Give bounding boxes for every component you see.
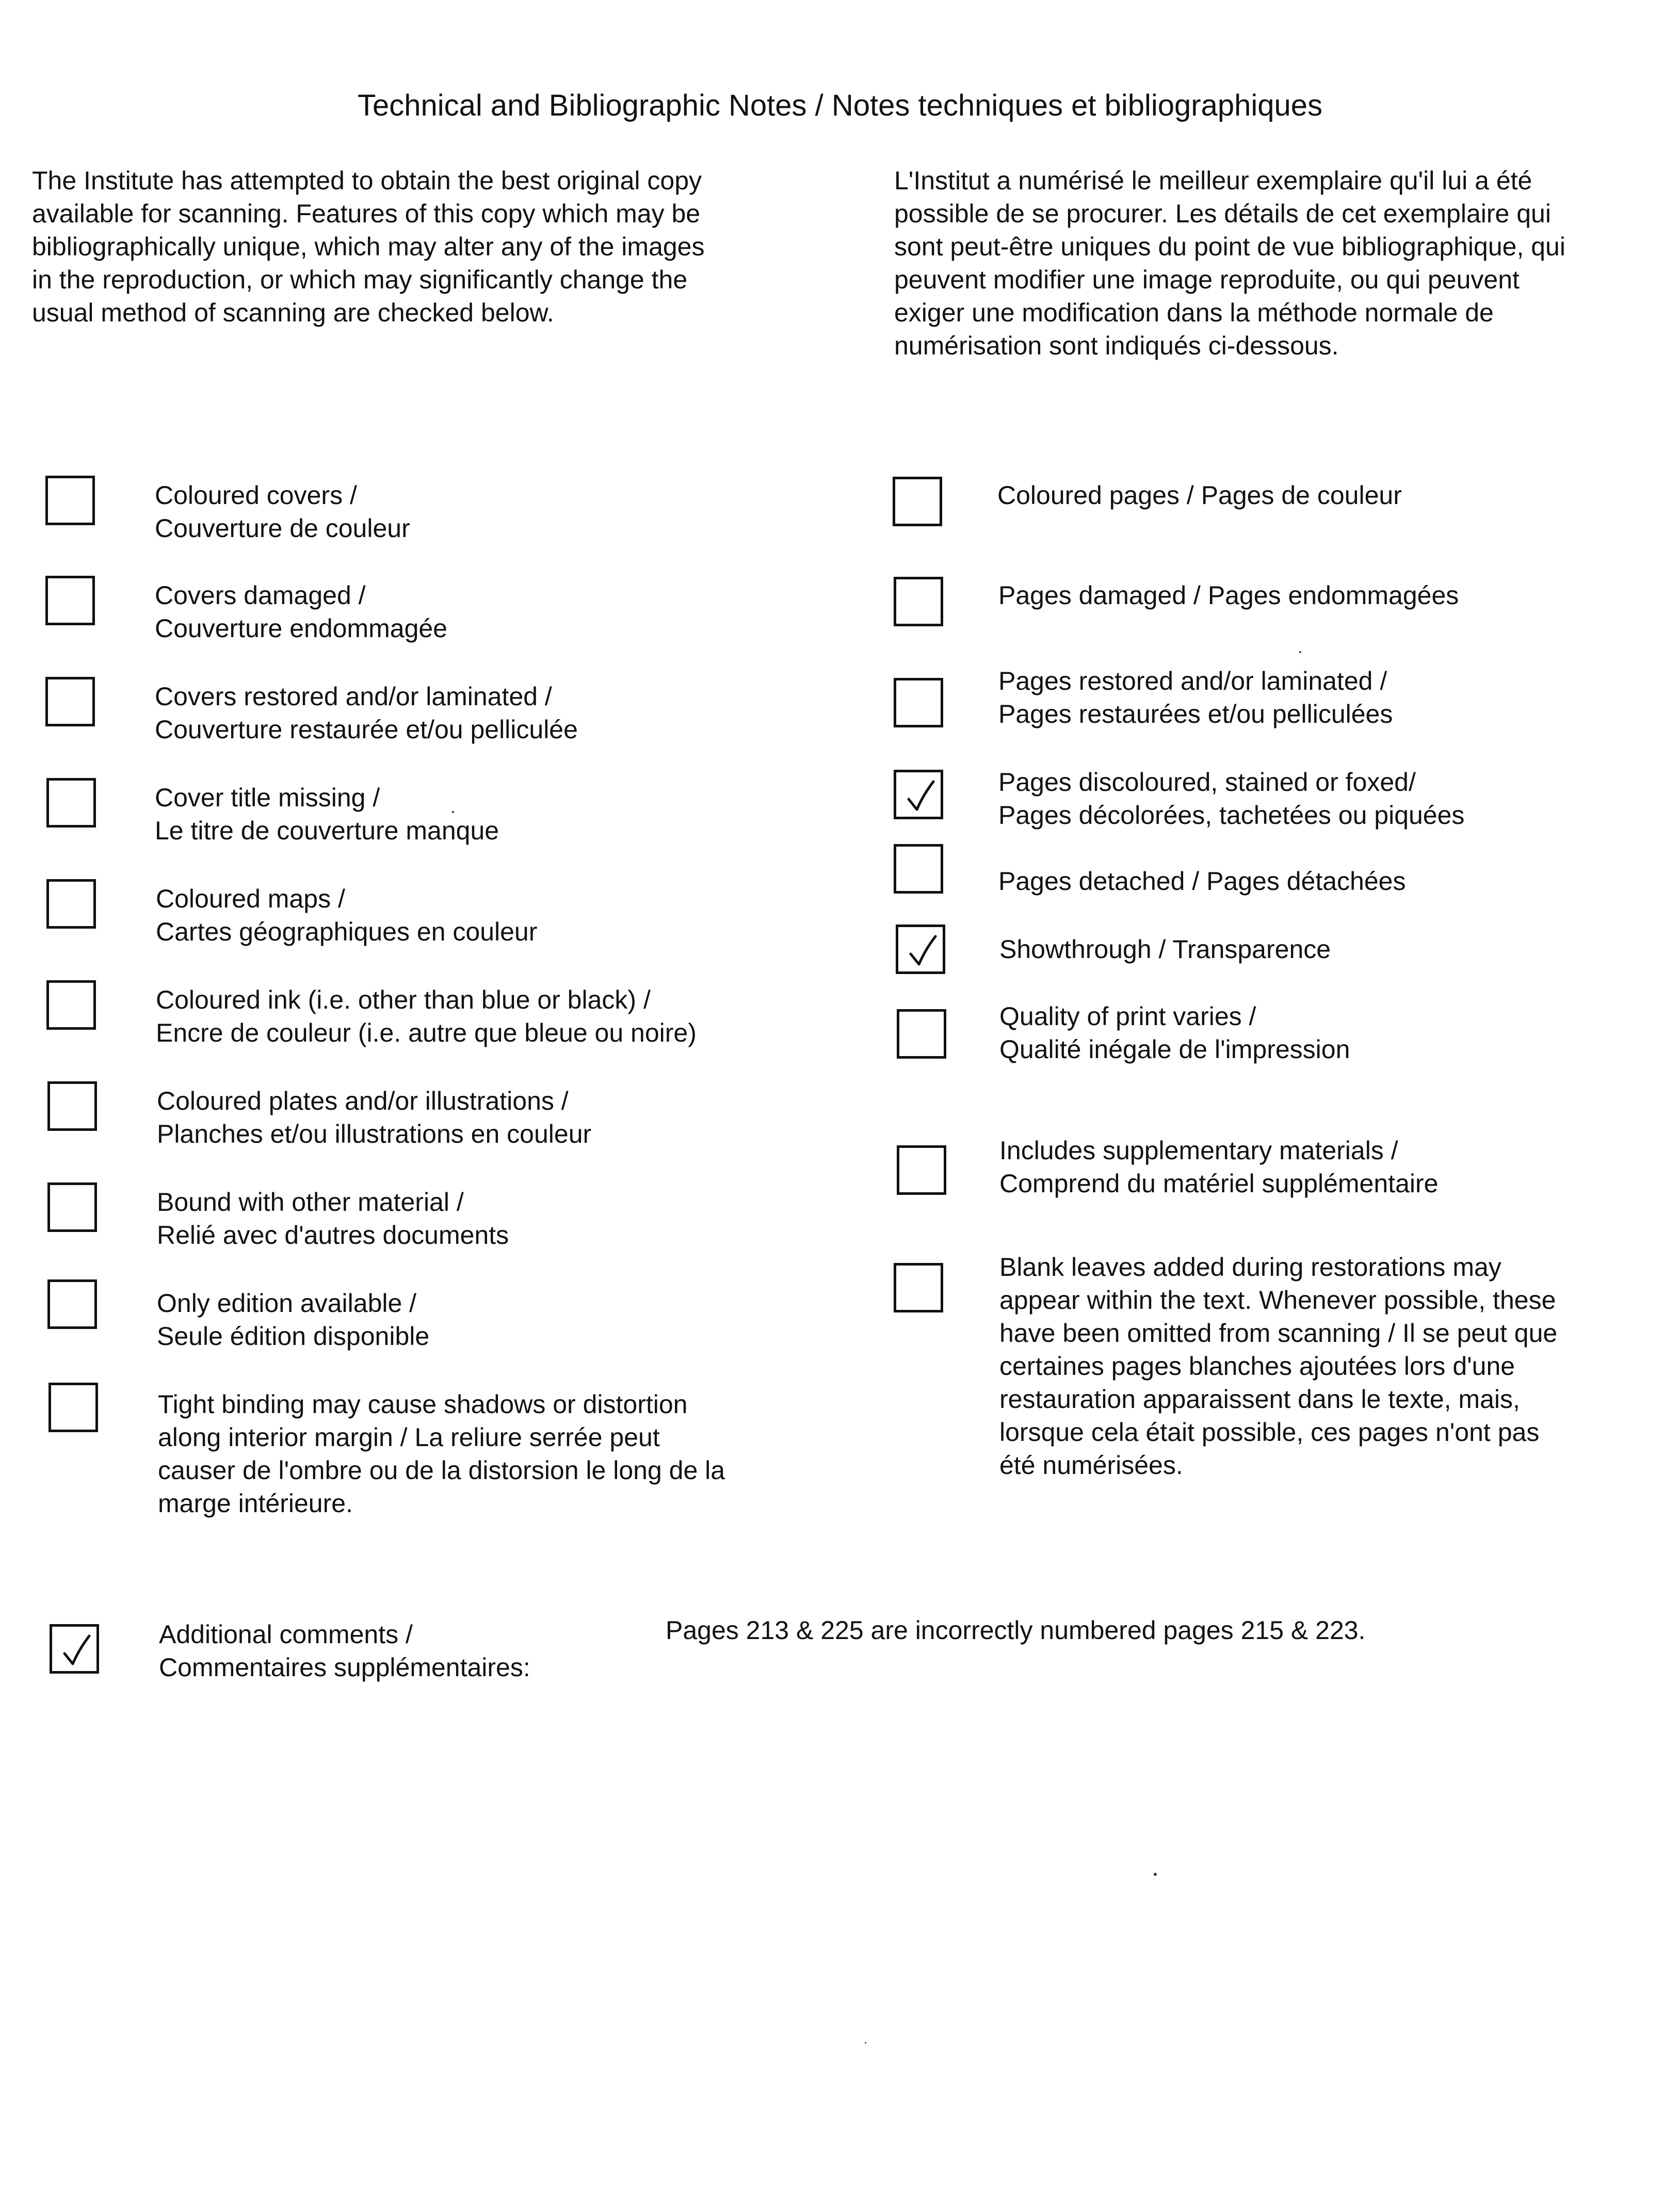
checkbox-coloured-pages[interactable] (893, 477, 942, 526)
checkbox-pages-damaged[interactable] (894, 577, 943, 626)
label-coloured-plates: Coloured plates and/or illustrations / Planches et/ou illustrations en couleur (157, 1087, 592, 1148)
checkbox-coloured-maps[interactable] (46, 879, 96, 929)
label-bound-with-other: Bound with other material / Relié avec d'autres documents (157, 1188, 509, 1250)
intro-french-line: peuvent modifier une image reproduite, ou qui peuvent (894, 265, 1520, 294)
checkbox-bound-with-other[interactable] (47, 1182, 97, 1232)
label-blank-leaves: Blank leaves added during restorations may appear within the text. Whenever possible, these have been omitted from scanning / Il se peut que certaines pages blanches ajoutées lors d'une restauration apparaissent dans le texte, mais, lorsque cela était possible, ces pages n'ont pas été numérisées. (999, 1253, 1558, 1480)
checkbox-pages-detached[interactable] (894, 844, 943, 894)
intro-french (894, 164, 1565, 362)
intro-english-line: The Institute has attempted to obtain the best original copy (32, 166, 702, 195)
intro-english-line: usual method of scanning are checked below. (32, 298, 554, 327)
scan-speck (452, 811, 454, 813)
page-title: Technical and Bibliographic Notes / Notes techniques et bibliographiques (357, 89, 1323, 122)
label-tight-binding: Tight binding may cause shadows or distortion along interior margin / La reliure serrée peut causer de l'ombre ou de la distorsion le long de la marge intérieure. (158, 1390, 725, 1518)
label-pages-damaged: Pages damaged / Pages endommagées (998, 581, 1459, 610)
intro-french-line: sont peut-être uniques du point de vue bibliographique, qui (894, 232, 1565, 261)
scan-speck (1299, 651, 1301, 653)
label-pages-restored: Pages restored and/or laminated / Pages restaurées et/ou pelliculées (998, 667, 1393, 728)
label-showthrough: Showthrough / Transparence (999, 935, 1331, 964)
intro-french-line: L'Institut a numérisé le meilleur exemplaire qu'il lui a été (894, 166, 1532, 195)
intro-french-line: exiger une modification dans la méthode normale de (894, 298, 1494, 327)
checkbox-only-edition[interactable] (47, 1279, 97, 1329)
intro-english (32, 164, 705, 329)
label-coloured-covers: Coloured covers / Couverture de couleur (155, 481, 410, 543)
label-coloured-pages: Coloured pages / Pages de couleur (997, 481, 1402, 510)
checkbox-blank-leaves[interactable] (894, 1263, 943, 1312)
scan-speck (1154, 1873, 1157, 1876)
intro-french-line: possible de se procurer. Les détails de cet exemplaire qui (894, 199, 1551, 228)
checkmark-icon (61, 1634, 92, 1668)
checkbox-quality-of-print[interactable] (897, 1009, 946, 1059)
label-additional-comments: Additional comments / Commentaires supplémentaires: (159, 1620, 530, 1682)
label-pages-discoloured: Pages discoloured, stained or foxed/ Pages décolorées, tachetées ou piquées (998, 768, 1465, 830)
label-covers-restored: Covers restored and/or laminated / Couverture restaurée et/ou pelliculée (155, 682, 578, 744)
intro-english-line: bibliographically unique, which may alter any of the images (32, 232, 705, 261)
checkbox-additional-comments[interactable] (50, 1624, 99, 1674)
checkbox-showthrough[interactable] (896, 925, 945, 974)
label-coloured-ink: Coloured ink (i.e. other than blue or black) / Encre de couleur (i.e. autre que bleue ou noire) (156, 985, 697, 1047)
checkbox-pages-restored[interactable] (894, 678, 943, 727)
checkbox-pages-discoloured[interactable] (894, 770, 943, 819)
intro-english-line: in the reproduction, or which may significantly change the (32, 265, 688, 294)
checkmark-icon (906, 780, 936, 814)
checkbox-cover-title-missing[interactable] (46, 778, 96, 828)
scan-speck (865, 2042, 866, 2044)
label-covers-damaged: Covers damaged / Couverture endommagée (155, 581, 447, 643)
checkbox-covers-damaged[interactable] (45, 576, 95, 625)
label-supplementary-materials: Includes supplementary materials / Comprend du matériel supplémentaire (999, 1136, 1439, 1198)
label-coloured-maps: Coloured maps / Cartes géographiques en couleur (156, 884, 538, 946)
label-pages-detached: Pages detached / Pages détachées (998, 867, 1406, 896)
intro-french-line: numérisation sont indiqués ci-dessous. (894, 331, 1339, 360)
checkbox-coloured-ink[interactable] (46, 980, 96, 1030)
intro-english-line: available for scanning. Features of this copy which may be (32, 199, 701, 228)
label-quality-of-print: Quality of print varies / Qualité inégale de l'impression (999, 1002, 1350, 1064)
checkbox-coloured-plates[interactable] (47, 1081, 97, 1131)
checkbox-supplementary-materials[interactable] (897, 1145, 946, 1195)
checkbox-tight-binding[interactable] (49, 1383, 98, 1432)
additional-comment-text: Pages 213 & 225 are incorrectly numbered pages 215 & 223. (666, 1616, 1366, 1645)
checkbox-covers-restored[interactable] (45, 677, 95, 726)
checkbox-coloured-covers[interactable] (45, 476, 95, 525)
label-only-edition: Only edition available / Seule édition disponible (157, 1289, 430, 1351)
checkmark-icon (908, 934, 939, 968)
label-cover-title-missing: Cover title missing / Le titre de couverture manque (155, 783, 499, 845)
